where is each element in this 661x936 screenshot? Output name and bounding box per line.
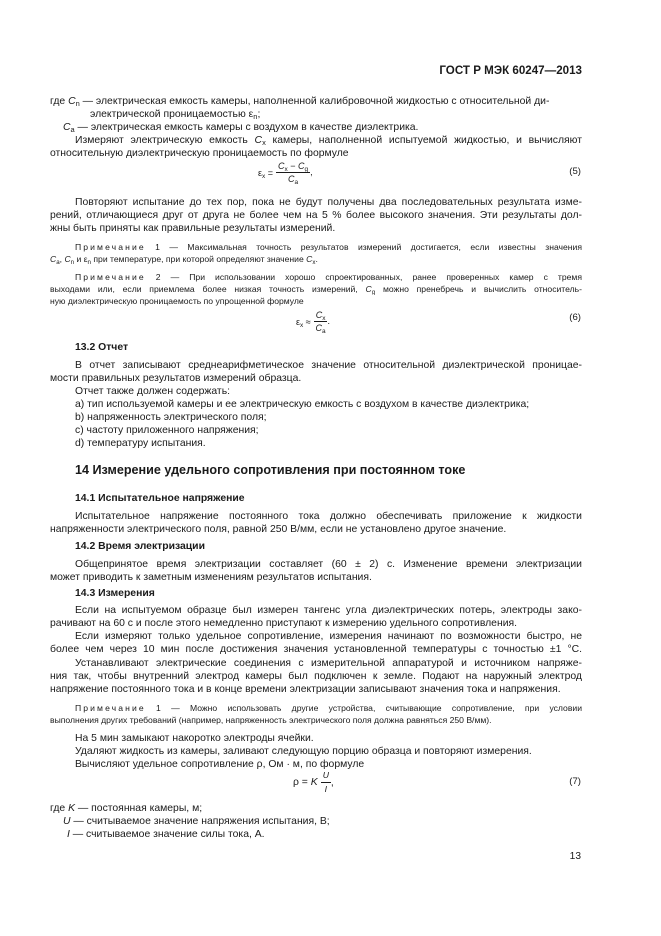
section-heading: 14.2 Время электризации xyxy=(75,541,205,552)
text-line: где $C_n$ — электрическая емкость камеры, наполненной калибровочной жидкостью с относительной ди- xyxy=(50,96,550,108)
text-line: I — считываемое значение силы тока, А. xyxy=(67,829,265,840)
text-line: На 5 мин замыкают накоротко электроды ячейки. xyxy=(75,733,314,744)
list-item: b) напряженность электрического поля; xyxy=(75,412,267,423)
note-line: $C_a$, $C_n$ и $\varepsilon_n$ при температуре, при которой определяют значение $C_x$. xyxy=(50,254,318,265)
text-line: где K — постоянная камеры, м; xyxy=(50,803,203,814)
text-line: более чем через 10 мин после достижения значения установленной температуры с точностью ±1 °С. xyxy=(50,644,582,655)
text-line: рений, отличающиеся друг от друга не более чем на 5 % более высокого значения. Эти результаты дол- xyxy=(50,210,582,221)
formula-5: $\varepsilon_x$ = $\frac{C_x - C_g}{C_a}$ , xyxy=(258,161,313,186)
text-line: Устанавливают электрические соединения с измерительной аппаратурой и источником напряже- xyxy=(75,658,582,669)
text-line: В отчет записывают среднеарифметическое значение относительной диэлектрической проницае- xyxy=(75,360,582,371)
section-heading: 14.1 Испытательное напряжение xyxy=(75,493,245,504)
standard-header: ГОСТ Р МЭК 60247—2013 xyxy=(439,64,582,77)
formula-7: ρ = K $\frac{U}{I}$ , xyxy=(293,770,334,794)
text-line: Если на испытуемом образце был измерен тангенс угла диэлектрических потерь, электроды зако- xyxy=(75,605,582,616)
text-line: относительную диэлектрическую проницаемость по формуле xyxy=(50,148,349,159)
text-line: Удаляют жидкость из камеры, заливают следующую порцию образца и повторяют измерения. xyxy=(75,746,532,757)
text-line: Если измеряют только удельное сопротивление, измерения начинают по возможности быстро, не xyxy=(75,631,582,642)
text-line: напряженности электрического поля, равной 250 В/мм, если не установлено другое значение. xyxy=(50,524,507,535)
text-line: U — считываемое значение напряжения испытания, В; xyxy=(63,816,330,827)
note-line: Примечание 1 — Максимальная точность результатов измерений достигается, если известны значения xyxy=(75,242,582,252)
text-line: Вычисляют удельное сопротивление ρ, Ом · м, по формуле xyxy=(75,759,365,770)
section-heading: 14.3 Измерения xyxy=(75,588,155,599)
text-line: Испытательное напряжение постоянного тока должно обеспечивать приложение к жидкости xyxy=(75,511,582,522)
text-line: напряжение постоянного тока и в конце времени электризации записывают значения тока и напряжения. xyxy=(50,684,561,695)
text-line: Отчет также должен содержать: xyxy=(75,386,230,397)
text-line: $C_a$ — электрическая емкость камеры с воздухом в качестве диэлектрика. xyxy=(63,122,419,134)
list-item: c) частоту приложенного напряжения; xyxy=(75,425,259,436)
text-line: мости правильных результатов измерений образца. xyxy=(50,373,302,384)
note-line: выходами или, если приемлема более низкая точность измерений, $C_g$ можно пренебречь и вычислить относитель- xyxy=(50,284,582,295)
text-line: Измеряют электрическую емкость $C_x$ камеры, наполненной испытуемой жидкостью, и вычисляют xyxy=(75,135,582,147)
text-line: жны быть приняты как правильные результаты измерений. xyxy=(50,223,336,234)
note-line: ную диэлектрическую проницаемость по упрощенной формуле xyxy=(50,296,304,306)
text-line: Общепринятое время электризации составляет (60 ± 2) с. Изменение времени электризации xyxy=(75,559,582,570)
text-line: рачивают на 60 с и после этого немедленно приступают к измерению удельного сопротивления. xyxy=(50,618,518,629)
text-line: Повторяют испытание до тех пор, пока не будут получены два последовательных результата изме- xyxy=(75,197,582,208)
section-heading: 14 Измерение удельного сопротивления при постоянном токе xyxy=(75,463,466,477)
text-line: может приводить к заметным изменениям результатов испытания. xyxy=(50,572,372,583)
section-heading: 13.2 Отчет xyxy=(75,342,129,353)
text-line: ния так, чтобы внутренний электрод камеры был подключен к земле. Подают на наружный электрод xyxy=(50,671,582,682)
equation-number: (6) xyxy=(569,312,581,323)
note-line: Примечание 1 — Можно использовать другие устройства, считывающие сопротивление, при условии xyxy=(75,703,582,713)
text-line: электрической проницаемостью $\varepsilon_n$; xyxy=(90,109,261,121)
formula-6: $\varepsilon_x$ ≈ $\frac{C_x}{C_a}$ . xyxy=(296,310,330,335)
list-item: a) тип используемой камеры и ее электрическую емкость с воздухом в качестве диэлектрика; xyxy=(75,399,530,410)
note-line: выполнения других требований (например, напряженность электрического поля должна равняться 250 В/мм). xyxy=(50,715,492,725)
page-number: 13 xyxy=(569,851,581,862)
list-item: d) температуру испытания. xyxy=(75,438,206,449)
equation-number: (7) xyxy=(569,776,581,787)
equation-number: (5) xyxy=(569,166,581,177)
note-line: Примечание 2 — При использовании хорошо спроектированных, ранее проверенных камер с тремя xyxy=(75,272,582,282)
